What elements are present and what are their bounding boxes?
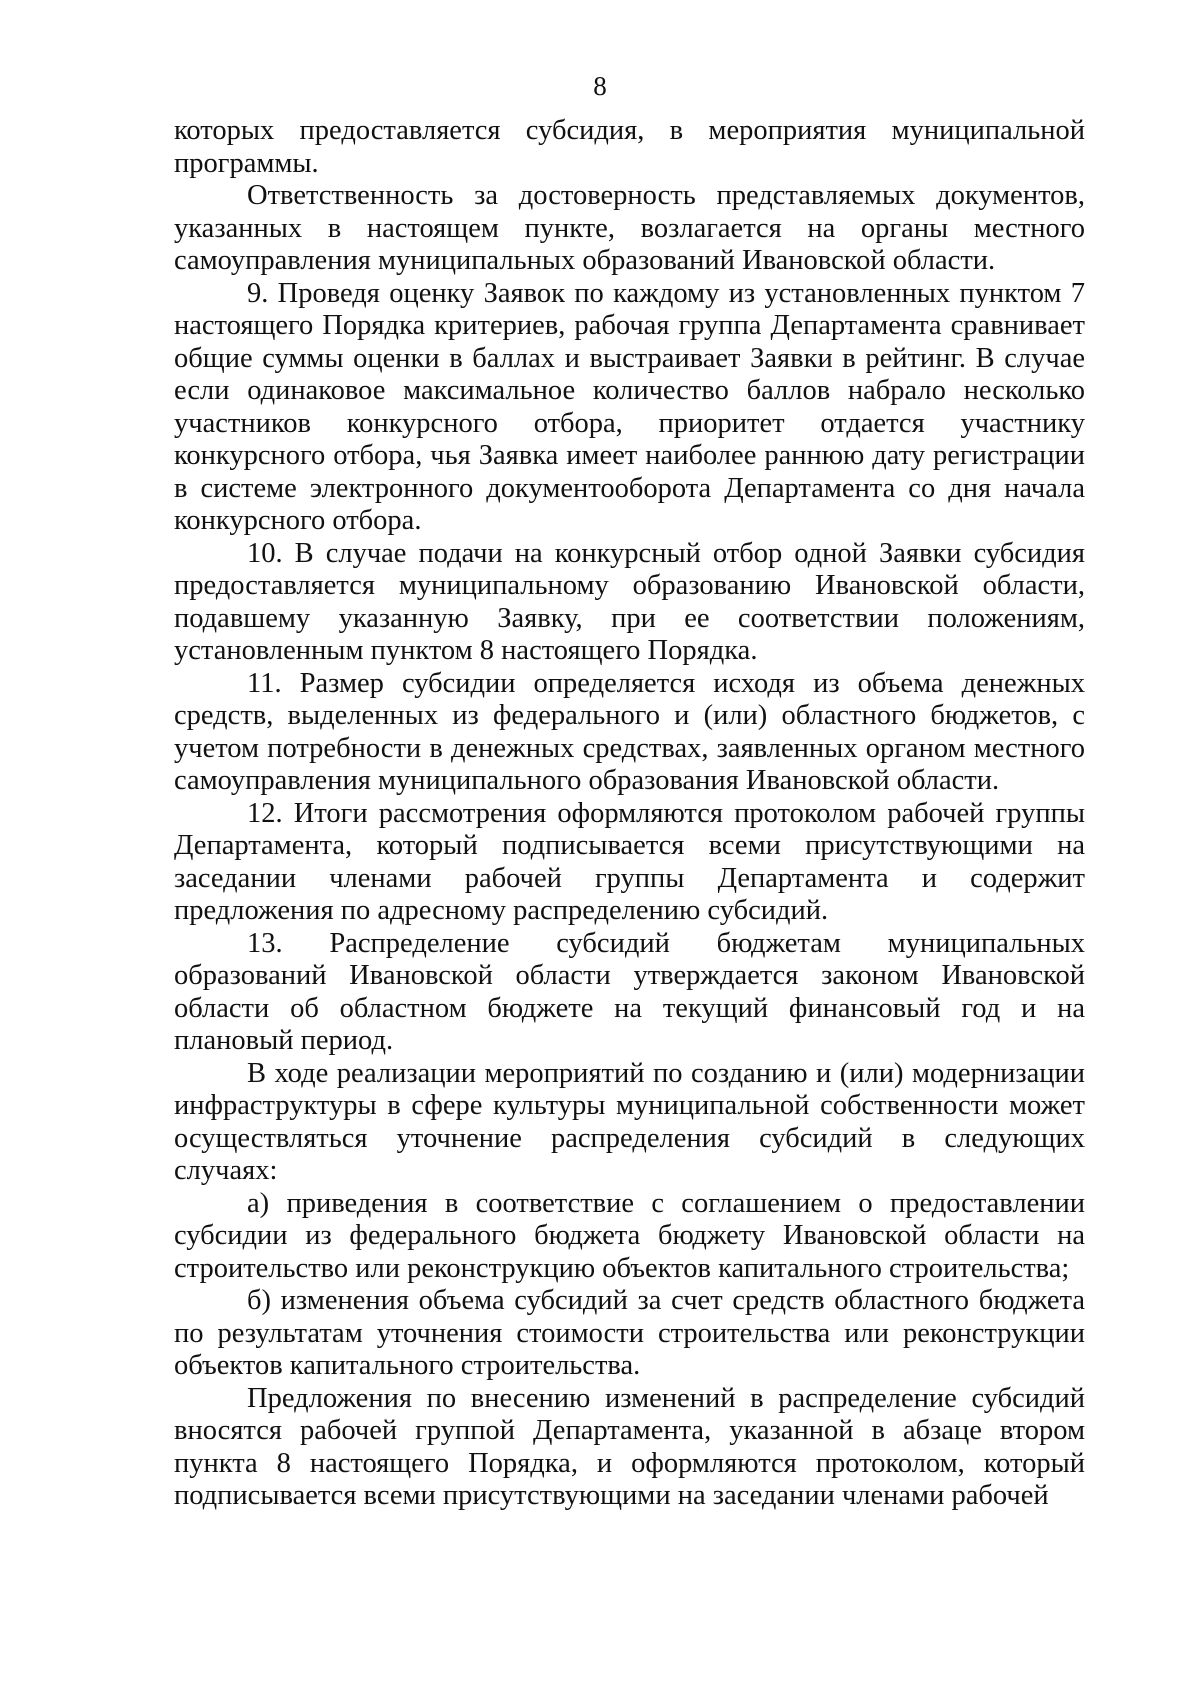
document-body xyxy=(174,115,1085,1513)
paragraph-item-10: 10. В случае подачи на конкурсный отбор одной Заявки субсидия предоставляется муниципальному образованию Ивановской области, подавшему указанную Заявку, при ее соответствии положениям, установленным пунктом 8 настоящего Порядка. xyxy=(174,537,1085,666)
paragraph-item-9: 9. Проведя оценку Заявок по каждому из установленных пунктом 7 настоящего Порядка критериев, рабочая группа Департамента сравнивает общие суммы оценки в баллах и выстраивает Заявки в рейтинг. В случае если одинаковое максимальное количество баллов набрало несколько участников конкурсного отбора, приоритет отдается участнику конкурсного отбора, чья Заявка имеет наиболее раннюю дату регистрации в системе электронного документооборота Департамента со дня начала конкурсного отбора. xyxy=(174,277,1085,536)
paragraph-item-12: 12. Итоги рассмотрения оформляются протоколом рабочей группы Департамента, который подписывается всеми присутствующими на заседании членами рабочей группы Департамента и содержит предложения по адресному распределению субсидий. xyxy=(174,797,1085,926)
paragraph-responsibility: Ответственность за достоверность представляемых документов, указанных в настоящем пункте, возлагается на органы местного самоуправления муниципальных образований Ивановской области. xyxy=(174,180,1085,276)
paragraph-continuation: которых предоставляется субсидия, в мероприятия муниципальной программы. xyxy=(174,115,1085,179)
paragraph-item-11: 11. Размер субсидии определяется исходя из объема денежных средств, выделенных из федерального и (или) областного бюджетов, с учетом потребности в денежных средствах, заявленных органом местного самоуправления муниципального образования Ивановской области. xyxy=(174,667,1085,796)
paragraph-item-13: 13. Распределение субсидий бюджетам муниципальных образований Ивановской области утверждается законом Ивановской области об областном бюджете на текущий финансовый год и на плановый период. xyxy=(174,927,1085,1056)
paragraph-case-b: б) изменения объема субсидий за счет средств областного бюджета по результатам уточнения стоимости строительства или реконструкции объектов капитального строительства. xyxy=(174,1285,1085,1381)
paragraph-clarification-intro: В ходе реализации мероприятий по созданию и (или) модернизации инфраструктуры в сфере культуры муниципальной собственности может осуществляться уточнение распределения субсидий в следующих случаях: xyxy=(174,1057,1085,1186)
paragraph-case-a: а) приведения в соответствие с соглашением о предоставлении субсидии из федерального бюджета бюджету Ивановской области на строительство или реконструкцию объектов капитального строительства; xyxy=(174,1187,1085,1284)
paragraph-proposals: Предложения по внесению изменений в распределение субсидий вносятся рабочей группой Департамента, указанной в абзаце втором пункта 8 настоящего Порядка, и оформляются протоколом, который подписывается всеми присутствующими на заседании членами рабочей xyxy=(174,1382,1085,1511)
page-number: 8 xyxy=(593,71,607,101)
